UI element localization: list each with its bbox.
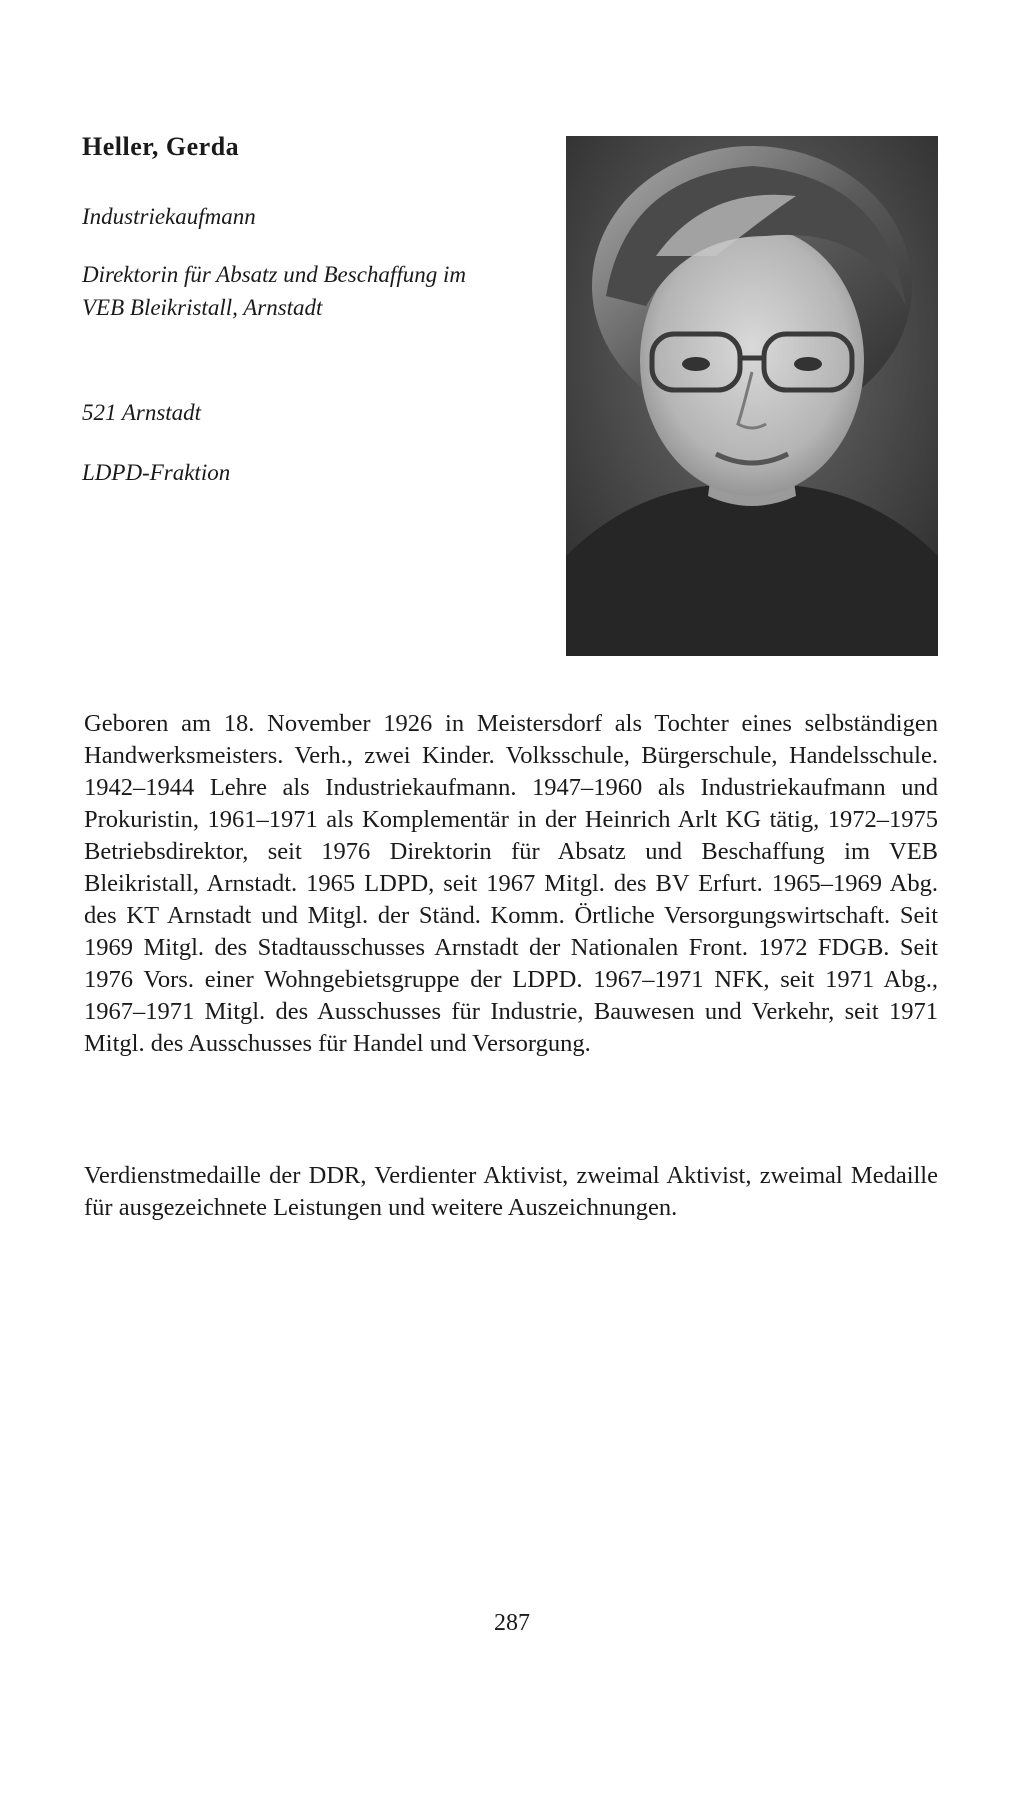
- parliamentary-faction: LDPD-Fraktion: [82, 460, 231, 485]
- awards-text: Verdienstmedaille der DDR, Verdienter Aktivist, zweimal Aktivist, zweimal Medaille für ausgezeichnete Leistungen und weitere Auszeichnungen.: [84, 1162, 938, 1221]
- portrait-icon: [566, 136, 938, 656]
- person-name: Heller, Gerda: [82, 132, 240, 161]
- address: 521 Arnstadt: [82, 400, 202, 425]
- portrait-photo: [566, 136, 938, 656]
- job-position: Direktorin für Absatz und Beschaffung im VEB Bleikristall, Arnstadt: [82, 262, 466, 320]
- biography-text: Geboren am 18. November 1926 in Meistersdorf als Tochter eines selbständigen Handwerksmeisters. Verh., zwei Kinder. Volksschule, Bürgerschule, Handelsschule. 1942–1944 Lehre als Industriekaufmann. 1947–1960 als Industriekaufmann und Prokuristin, 1961–1971 als Komplementär in der Heinrich Arlt KG tätig, 1972–1975 Betriebsdirektor, seit 1976 Direktorin für Absatz und Beschaffung im VEB Bleikristall, Arnstadt. 1965 LDPD, seit 1967 Mitgl. des BV Erfurt. 1965–1969 Abg. des KT Arnstadt und Mitgl. der Ständ. Komm. Örtliche Versorgungswirtschaft. Seit 1969 Mitgl. des Stadtausschusses Arnstadt der Nationalen Front. 1972 FDGB. Seit 1976 Vors. einer Wohngebietsgruppe der LDPD. 1967–1971 NFK, seit 1971 Abg., 1967–1971 Mitgl. des Ausschusses für Industrie, Bauwesen und Verkehr, seit 1971 Mitgl. des Ausschusses für Handel und Versorgung.: [84, 710, 938, 1057]
- profession: Industriekaufmann: [82, 204, 256, 229]
- page-number: 287: [494, 1610, 530, 1636]
